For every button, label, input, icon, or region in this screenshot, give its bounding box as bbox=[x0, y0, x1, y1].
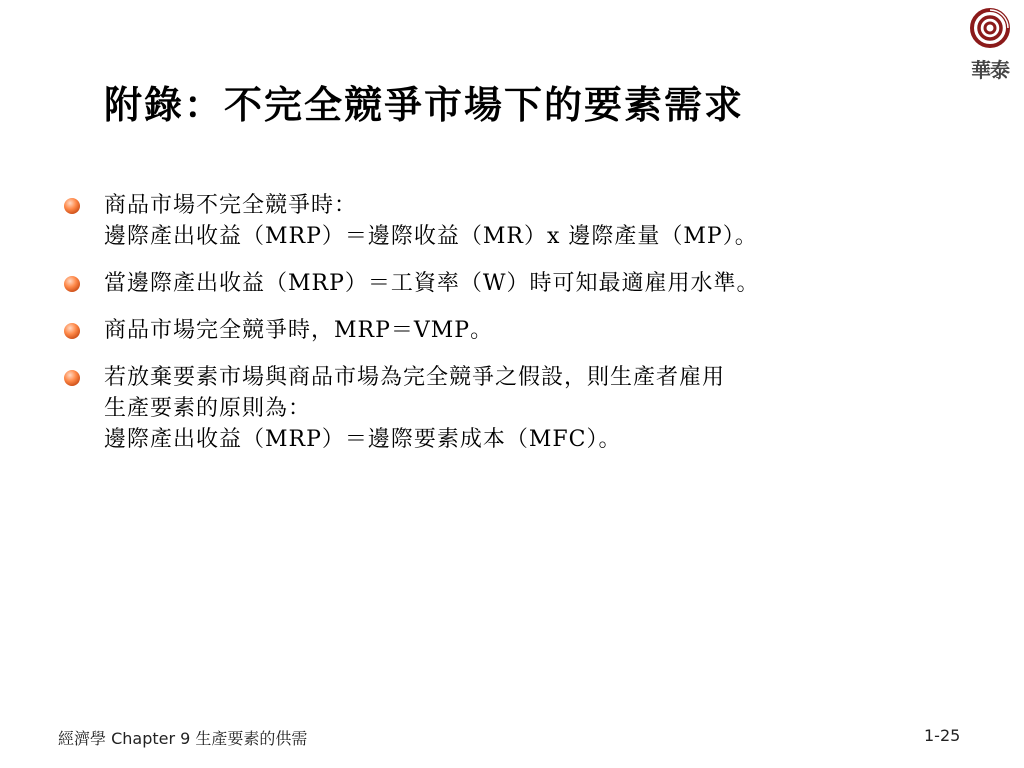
bullet-icon bbox=[64, 276, 80, 292]
bullet-item bbox=[62, 268, 992, 299]
publisher-logo bbox=[962, 6, 1018, 86]
bullet-line: 商品市場完全競爭時，MRP＝VMP。 bbox=[104, 318, 494, 343]
bullet-icon bbox=[64, 370, 80, 386]
bullet-line: 商品市場不完全競爭時： bbox=[104, 193, 358, 218]
bullet-line: 邊際產出收益（MRP）＝邊際收益（MR）x 邊際產量（MP）。 bbox=[104, 224, 758, 249]
spiral-logo-icon bbox=[970, 6, 1010, 50]
slide-title: 附錄：不完全競爭市場下的要素需求 bbox=[104, 82, 745, 127]
bullet-item bbox=[62, 190, 992, 252]
footer-page-number: 1-25 bbox=[924, 726, 961, 745]
footer-chapter: 經濟學 Chapter 9 生產要素的供需 bbox=[58, 729, 308, 748]
bullet-item bbox=[62, 315, 992, 346]
bullet-icon bbox=[64, 198, 80, 214]
bullet-line: 當邊際產出收益（MRP）＝工資率（W）時可知最適雇用水準。 bbox=[104, 271, 760, 296]
bullet-line: 若放棄要素市場與商品市場為完全競爭之假設，則生產者雇用 bbox=[104, 365, 726, 390]
bullet-list bbox=[62, 190, 992, 471]
logo-text: 華泰 bbox=[971, 58, 1009, 82]
bullet-item bbox=[62, 362, 992, 455]
bullet-line: 邊際產出收益（MRP）＝邊際要素成本（MFC）。 bbox=[104, 427, 622, 452]
bullet-line: 生產要素的原則為： bbox=[104, 396, 312, 421]
bullet-icon bbox=[64, 323, 80, 339]
